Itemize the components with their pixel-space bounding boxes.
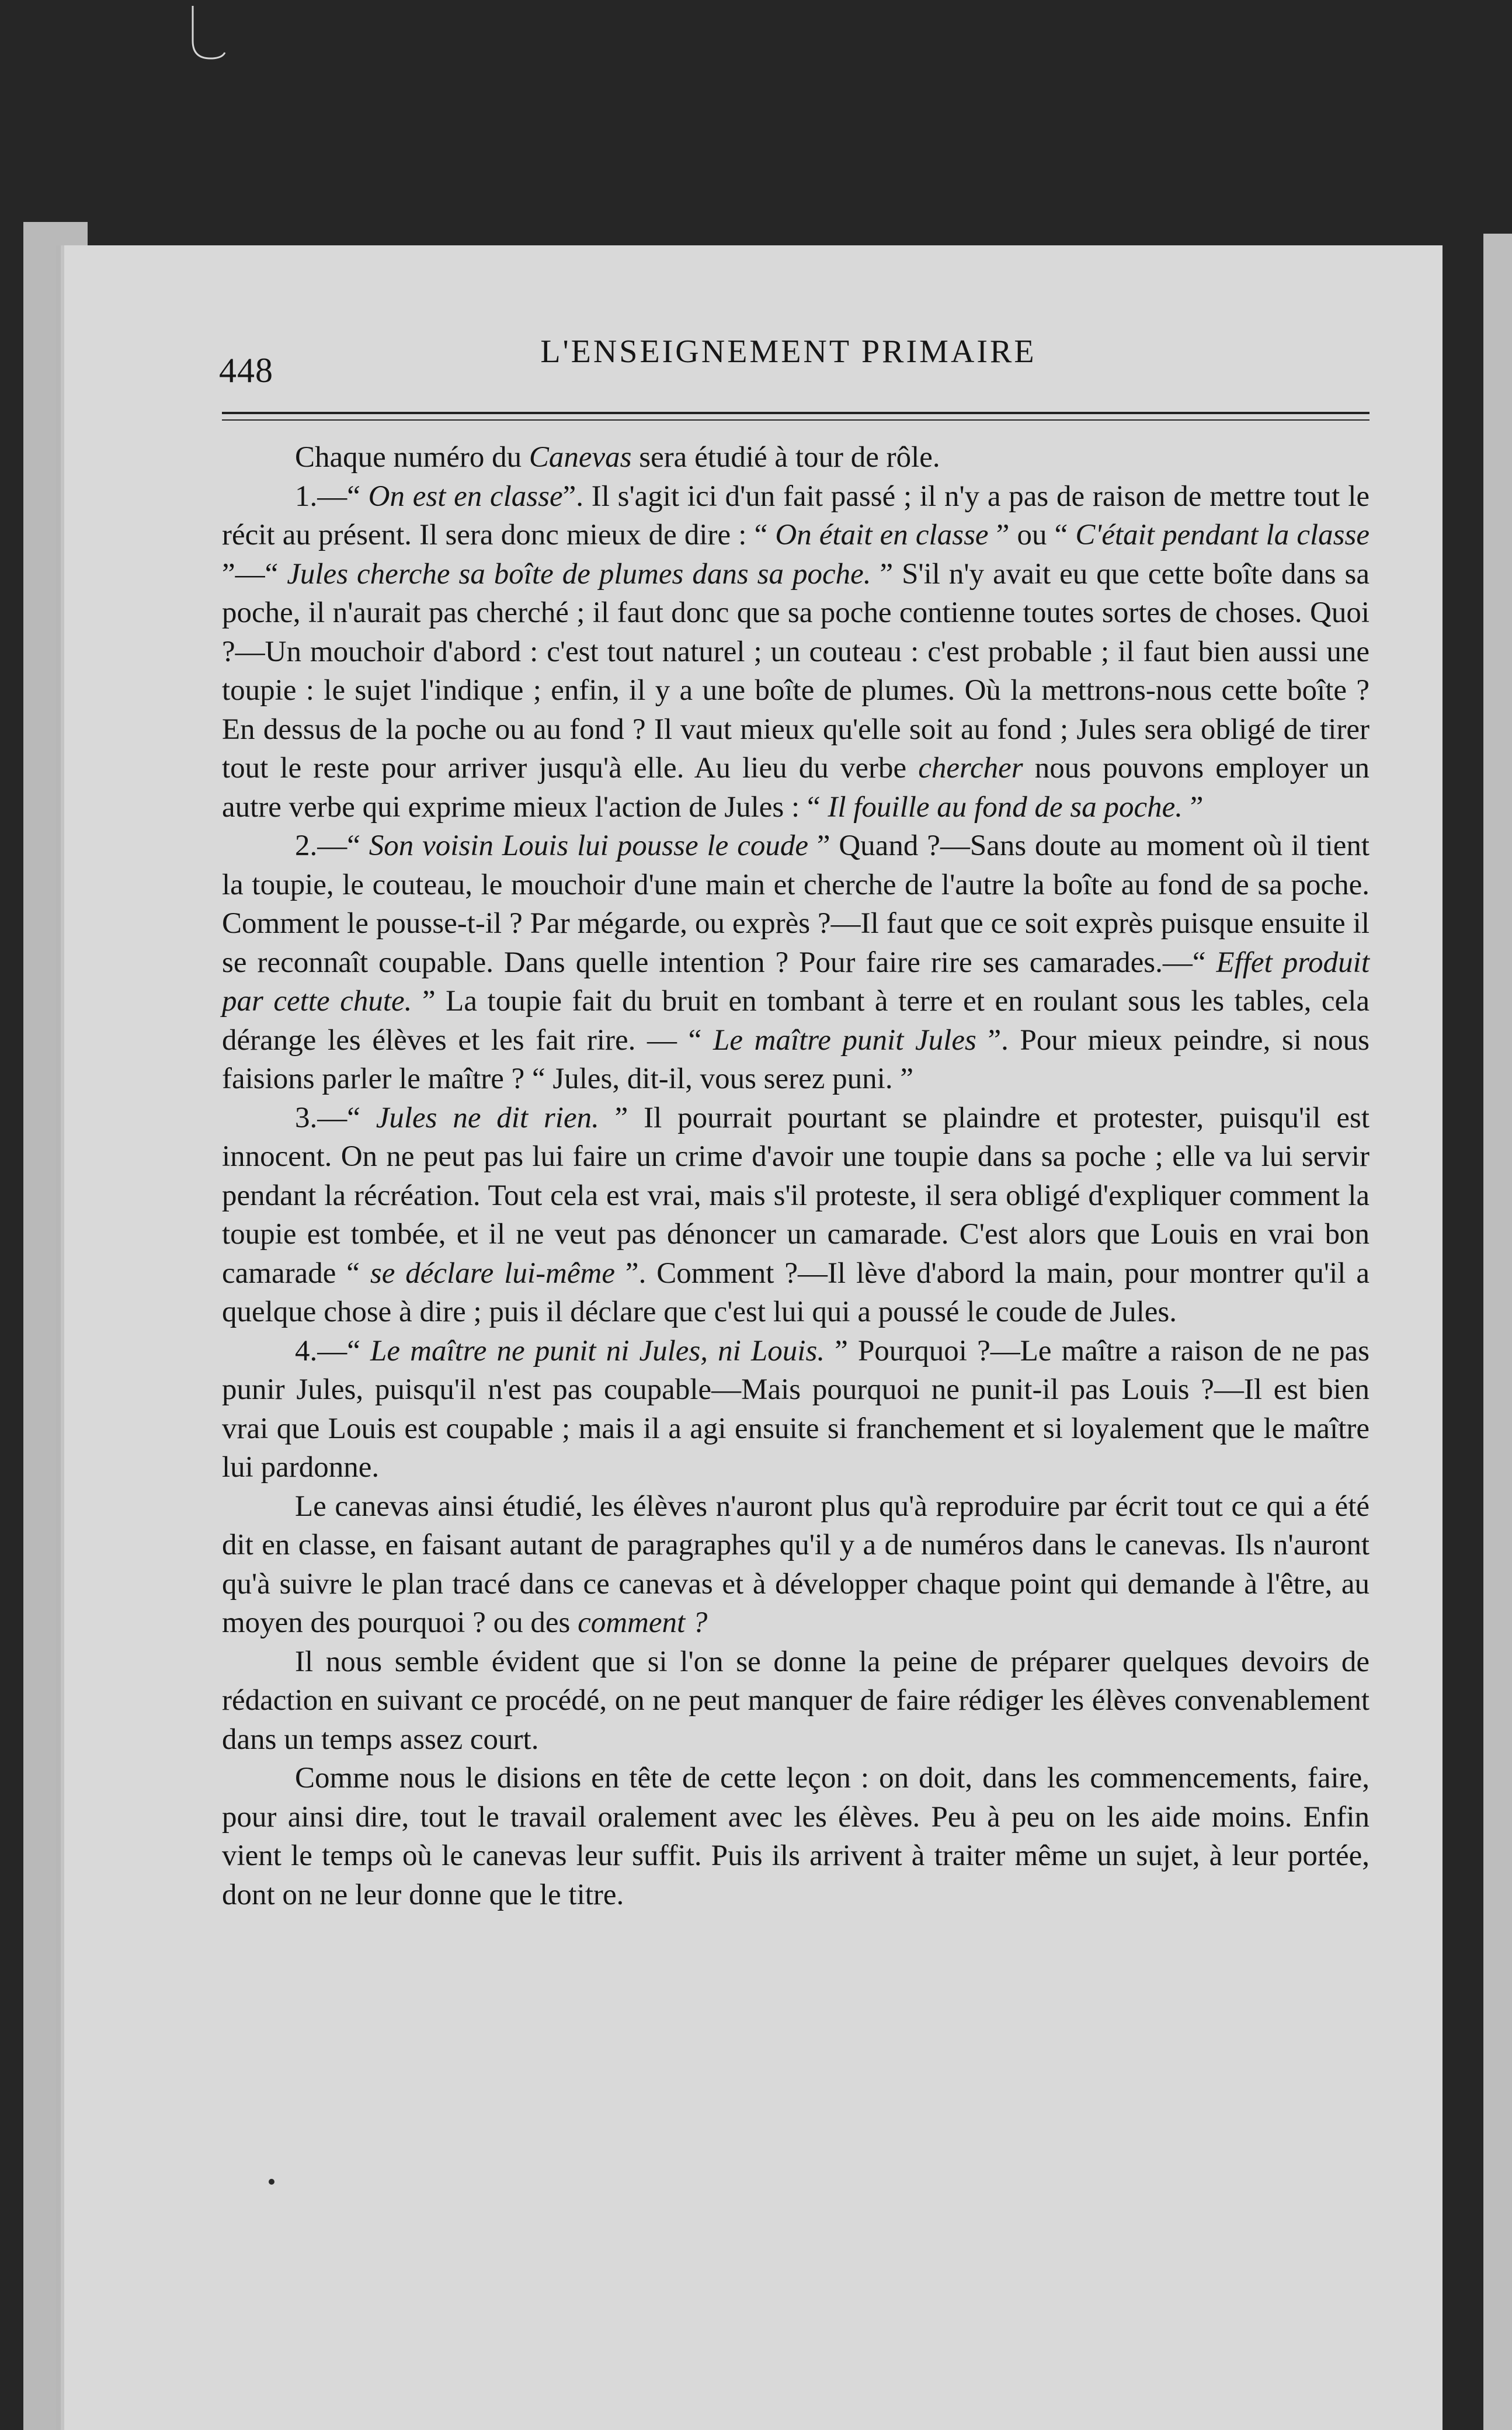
- italic-text: Le maître ne punit ni Jules, ni Louis.: [370, 1334, 825, 1367]
- italic-text: Le maître punit Jules: [712, 1023, 976, 1057]
- back-sheet-right: [1483, 234, 1512, 2430]
- text-run: ”—“: [222, 557, 287, 591]
- body-text: [222, 438, 1370, 1914]
- italic-text: Canevas: [529, 441, 632, 474]
- paragraph: [222, 1759, 1370, 1914]
- header-rule-top: [222, 412, 1370, 414]
- italic-text: Il fouille au fond de sa poche.: [828, 790, 1183, 824]
- italic-text: chercher: [918, 752, 1023, 784]
- book-page: [64, 245, 1443, 2430]
- italic-text: C'était pendant la classe: [1075, 519, 1370, 551]
- text-run: nous pouvons employer un autre verbe qui exprime mieux l'action de Jules : “: [222, 752, 1370, 824]
- text-run: Le canevas ainsi étudié, les élèves n'auront plus qu'à reproduire par écrit tout ce qui a été dit en classe, en faisant autant de paragraphes qu'il y a de numéros dans le canevas. Ils n'auront qu'à suivre le plan tracé dans ce canevas et à développer chaque point qui demande à l'être, au moyen des pourquoi ? ou des: [222, 1490, 1370, 1639]
- text-run: ”. Il s'agit ici d'un fait passé ; il n'y a pas de raison de mettre tout le récit au présent. Il sera donc mieux de dire : “: [222, 480, 1370, 551]
- text-run: ” ou “: [988, 519, 1076, 551]
- text-run: ”: [1183, 790, 1204, 824]
- page-number: 448: [219, 351, 273, 390]
- text-run: sera étudié à tour de rôle.: [631, 441, 940, 474]
- text-run: Il nous semble évident que si l'on se donne la peine de préparer quelques devoirs de rédaction en suivant ce procédé, on ne peut manquer de faire rédiger les élèves convenablement dans un temps assez court.: [222, 1645, 1370, 1756]
- italic-text: Jules ne dit rien.: [376, 1101, 599, 1134]
- paragraph: [222, 1643, 1370, 1759]
- margin-dot: [269, 2179, 274, 2185]
- scan-corner-mark: [175, 0, 234, 70]
- italic-text: On était en classe: [775, 519, 989, 551]
- header-rule-bottom: [222, 419, 1370, 421]
- text-run: ”. Comment ?—Il lève d'abord la main, pour montrer qu'il a quelque chose à dire ; puis il déclare que c'est lui qui a poussé le coude de Jules.: [222, 1256, 1370, 1328]
- italic-text: se déclare lui-même: [370, 1256, 615, 1290]
- text-run: ”. Pour mieux peindre, si nous faisions parler le maître ? “ Jules, dit-il, vous serez puni. ”: [222, 1023, 1370, 1095]
- text-run: Comme nous le disions en tête de cette leçon : on doit, dans les commencements, faire, pour ainsi dire, tout le travail oralement avec les élèves. Peu à peu on les aide moins. Enfin vient le temps où le canevas leur suffit. Puis ils arrivent à traiter même un sujet, à leur portée, dont on ne leur donne que le titre.: [222, 1762, 1370, 1911]
- text-run: ” S'il n'y avait eu que cette boîte dans sa poche, il n'aurait pas cherché ; il faut donc que sa poche contienne toutes sortes de choses. Quoi ?—Un mouchoir d'abord : c'est tout naturel ; un couteau : c'est probable ; il faut bien aussi une toupie : le sujet l'indique ; enfin, il y a une boîte de plumes. Où la mettrons-nous cette boîte ? En dessus de la poche ou au fond ? Il vaut mieux qu'elle soit au fond ; Jules sera obligé de tirer tout le reste pour arriver jusqu'à elle. Au lieu du verbe: [222, 557, 1370, 784]
- running-title: L'ENSEIGNEMENT PRIMAIRE: [540, 334, 1037, 370]
- paragraph: [222, 438, 1370, 477]
- paragraph: [222, 1332, 1370, 1487]
- text-run: 3.—“: [295, 1101, 376, 1134]
- text-run: ” Pourquoi ?—Le maître a raison de ne pas punir Jules, puisqu'il n'est pas coupable—Mais pourquoi ne punit-il pas Louis ?—Il est bien vrai que Louis est coupable ; mais il a agi ensuite si franchement et si loyalement que le maître lui pardonne.: [222, 1334, 1370, 1484]
- text-run: 1.—“: [295, 480, 369, 513]
- italic-text: Effet produit par cette chute.: [222, 946, 1370, 1018]
- paragraph: [222, 1099, 1370, 1332]
- paragraph: [222, 827, 1370, 1099]
- italic-text: Son voisin Louis lui pousse le coude: [369, 829, 808, 862]
- text-run: ” Quand ?—Sans doute au moment où il tient la toupie, le couteau, le mouchoir d'une main et cherche de l'autre la boîte au fond de sa poche. Comment le pousse-t-il ? Par mégarde, ou exprès ?—Il faut que ce soit exprès puisque ensuite il se reconnaît coupable. Dans quelle intention ? Pour faire rire ses camarades.—“: [222, 829, 1370, 979]
- text-run: Chaque numéro du: [295, 441, 529, 474]
- text-run: ” Il pourrait pourtant se plaindre et protester, puisqu'il est innocent. On ne peut pas lui faire un crime d'avoir une toupie dans sa poche ; elle va lui servir pendant la récréation. Tout cela est vrai, mais s'il proteste, il sera obligé d'expliquer comment la toupie est tombée, et il ne veut pas dénoncer un camarade. C'est alors que Louis en vrai bon camarade “: [222, 1101, 1370, 1290]
- text-run: 4.—“: [295, 1334, 371, 1367]
- paragraph: [222, 1487, 1370, 1643]
- italic-text: On est en classe: [368, 480, 563, 513]
- italic-text: comment ?: [578, 1606, 708, 1639]
- paragraph: [222, 477, 1370, 827]
- text-run: 2.—“: [295, 829, 369, 862]
- italic-text: Jules cherche sa boîte de plumes dans sa poche.: [287, 557, 871, 591]
- text-run: ” La toupie fait du bruit en tombant à terre et en roulant sous les tables, cela dérange les élèves et les fait rire. — “: [222, 985, 1370, 1057]
